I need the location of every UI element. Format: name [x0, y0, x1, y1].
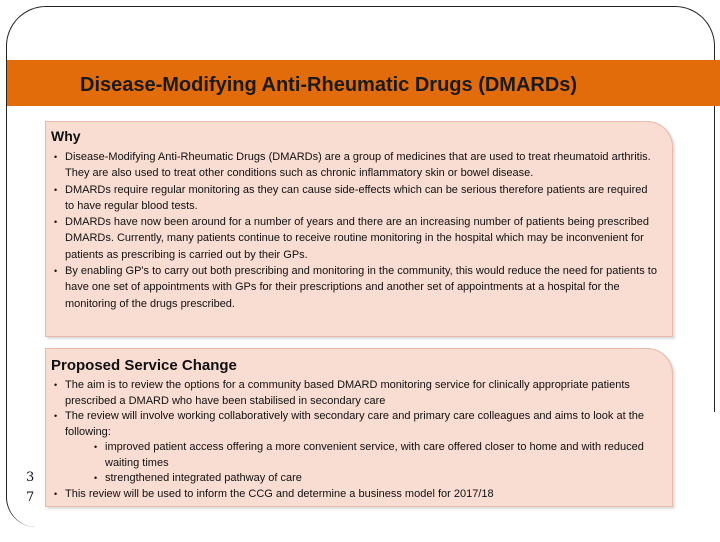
slide-title: Disease-Modifying Anti-Rheumatic Drugs (DMARDs) [80, 74, 578, 96]
sub-list-item: • strengthened integrated pathway of care [54, 471, 666, 487]
list-item: • DMARDs have now been around for a number of years and there are an increasing number of patients being prescribed DMARDs. Currently, many patients continue to receive routine monitoring in the hospital which may be inconvenient for patients as prescribing is carried out by their GPs. [54, 214, 659, 263]
why-panel [45, 121, 673, 337]
proposed-heading: Proposed Service Change [51, 357, 237, 374]
page-number-digit: 7 [26, 490, 35, 505]
why-heading: Why [51, 128, 81, 144]
list-item: • This review will be used to inform the CCG and determine a business model for 2017/18 [54, 487, 666, 503]
list-item: • The aim is to review the options for a community based DMARD monitoring service for clinically appropriate patients prescribed a DMARD who have been stabilised in secondary care [54, 378, 666, 409]
list-item: • DMARDs require regular monitoring as they can cause side-effects which can be serious therefore patients are required to have regular blood tests. [54, 182, 659, 215]
list-item: • By enabling GP's to carry out both prescribing and monitoring in the community, this would reduce the need for patients to have one set of appointments with GPs for their prescriptions and another set of appointments at a hospital for the monitoring of the drugs prescribed. [54, 263, 659, 312]
page-number-digit: 3 [26, 470, 35, 485]
proposed-service-change-panel [45, 348, 673, 507]
why-list [54, 149, 659, 312]
sub-list-item: • improved patient access offering a more convenient service, with care offered closer to home and with reduced waiting times [54, 440, 666, 471]
list-item: • Disease-Modifying Anti-Rheumatic Drugs (DMARDs) are a group of medicines that are used to treat rheumatoid arthritis. They are also used to treat other conditions such as chronic inflammatory skin or bowel disease. [54, 149, 659, 182]
list-item: • The review will involve working collaboratively with secondary care and primary care colleagues and aims to look at the following: [54, 409, 666, 440]
proposed-list [54, 378, 666, 502]
